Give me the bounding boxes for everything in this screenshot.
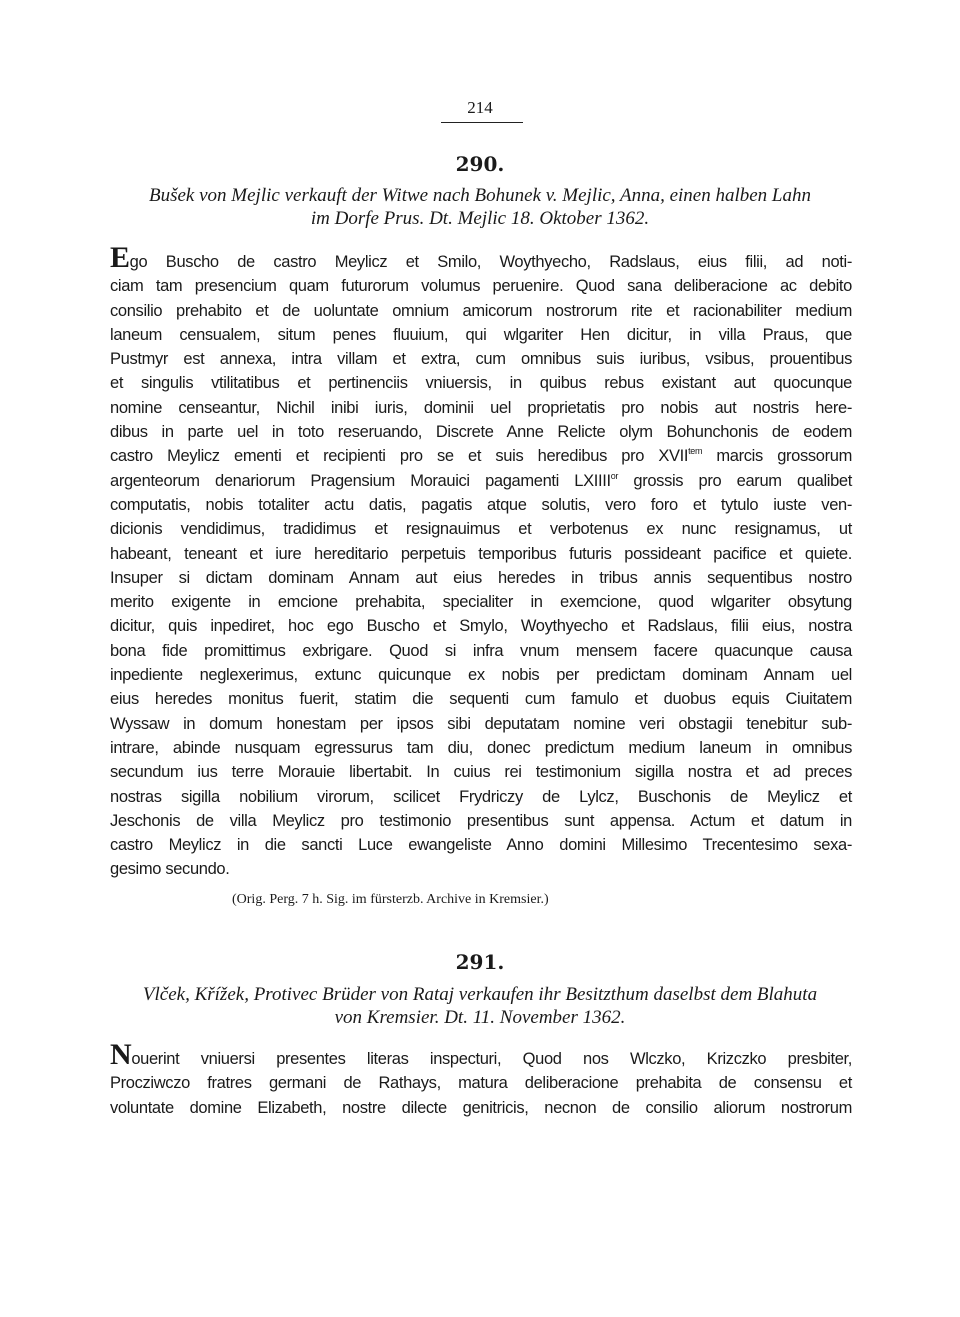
superscript: or: [610, 470, 619, 481]
text-line: Ego Buscho de castro Meylicz et Smilo, Woythyecho, Radslaus, eius filii, ad noti-: [110, 241, 852, 274]
text-line: Procziwczo fratres germani de Rathays, matura deliberacione prehabita de consensu et: [110, 1074, 852, 1093]
page-number: 214: [467, 98, 493, 117]
header-rule: [441, 122, 523, 123]
text-line: computatis, nobis totaliter actu datis, pagatis atque solutis, vero foro et tytulo iuste ven-: [110, 495, 852, 514]
text-line: inpediente neglexerimus, extunc quicunque ex nobis per predictam dominam Annam uel: [110, 666, 852, 685]
text-line: merito exigente in emcione prehabita, specialiter in exemcione, quod wlgariter obsytung: [110, 593, 852, 612]
text-line: dicitur, quis inpediret, hoc ego Buscho et Smylo, Woythyecho et Radslaus, filii eius, nostra: [110, 617, 852, 636]
text-line: et singulis vtilitatibus et pertinenciis vniuersis, in quibus rebus existant aut quocunque: [110, 374, 852, 393]
regest-291-line-1: Vlček, Křížek, Protivec Brüder von Rataj verkaufen ihr Besitzthum daselbst dem Blahuta: [142, 984, 818, 1005]
text-line: Nouerint vniuersi presentes literas inspecturi, Quod nos Wlczko, Krizczko presbiter,: [110, 1038, 852, 1071]
text-line: dicionis vendidimus, tradidimus et resignauimus et verbotenus ex nunc resignamus, ut: [110, 520, 852, 539]
document-number-291: 291.: [455, 950, 505, 974]
text-line: laneum censualem, situm penes fluuium, qui wlgariter Hen dicitur, in villa Praus, que: [110, 325, 852, 344]
text-line: secundum ius terre Morauie libertabit. In cuius rei testimonium sigilla nostra et ad preces: [110, 763, 852, 782]
charter-text-290: [110, 241, 852, 882]
superscript: tem: [688, 446, 703, 457]
document-number-290: 290.: [455, 152, 505, 176]
text-line: bona fide promittimus exbrigare. Quod si infra vnum mensem facere quacunque causa: [110, 641, 852, 660]
text-line: castro Meylicz ementi et recipienti pro se et suis heredibus pro $XVII^{tem}$ marcis grossorum: [110, 446, 852, 466]
regest-290-line-1: Bušek von Mejlic verkauft der Witwe nach Bohunek v. Mejlic, Anna, einen halben Lahn: [149, 185, 811, 206]
source-note-290: (Orig. Perg. 7 h. Sig. im fürsterzb. Archive in Kremsier.): [232, 892, 549, 907]
text-line: Jeschonis de villa Meylicz pro testimonio presentibus sunt appensa. Actum et datum in: [110, 811, 852, 830]
text-line: castro Meylicz in die sancti Luce ewangeliste Anno domini Millesimo Trecentesimo sexa-: [110, 836, 852, 855]
text-line: ciam tam presencium quam futurorum volumus peruenire. Quod sana deliberacione ac debito: [110, 277, 852, 296]
charter-text-291: [110, 1038, 852, 1120]
text-line: eius heredes monitus fuerit, statim die sequenti cum famulo et duobus equis Ciuitatem: [110, 690, 852, 709]
text-line: argenteorum denariorum Pragensium Morauici pagamenti $LXIIII^{or}$ grossis pro earum qualibet: [110, 470, 852, 490]
text-line: Pustmyr est annexa, intra villam et extra, cum omnibus suis iuribus, vsibus, prouentibus: [110, 350, 852, 369]
regest-290: [100, 184, 860, 230]
text-line: voluntate domine Elizabeth, nostre dilecte genitricis, necnon de consilio aliorum nostrorum: [110, 1098, 852, 1117]
regest-291: [100, 983, 860, 1029]
text-line: nostras sigilla nobilium virorum, scilicet Frydriczy de Lylcz, Buschonis de Meylicz et: [110, 787, 852, 806]
text-line: intrare, abinde nusquam egressurus tam diu, donec predictum medium laneum in omnibus: [110, 738, 852, 757]
regest-291-line-2: von Kremsier. Dt. 11. November 1362.: [334, 1007, 626, 1028]
text-line: habeant, teneant et iure hereditario perpetuis temporibus futuris possideant pacifice et quiete.: [110, 544, 852, 563]
text-line: nomine censeantur, Nichil inibi iuris, dominii uel proprietatis pro nobis aut nostris here-: [110, 398, 852, 417]
regest-290-line-2: im Dorfe Prus. Dt. Mejlic 18. Oktober 1362.: [310, 208, 650, 229]
text-line: consilio prehabito et de uoluntate omnium amicorum nostrorum rite et racionabiliter medium: [110, 301, 852, 320]
text-line: dibus in parte uel in toto reseruando, Discrete Anne Relicte olym Bohunchonis de eodem: [110, 423, 852, 442]
initial-letter: N: [110, 1038, 132, 1071]
text-line: Wyssaw in domum honestam per ipsos sibi deputatam nomine veri obstagii tenebitur sub-: [110, 714, 852, 733]
initial-letter: E: [110, 241, 130, 274]
text-line: gesimo secundo.: [110, 860, 230, 879]
text-line: Insuper si dictam dominam Annam aut eius heredes in tribus annis sequentibus nostro: [110, 568, 852, 587]
